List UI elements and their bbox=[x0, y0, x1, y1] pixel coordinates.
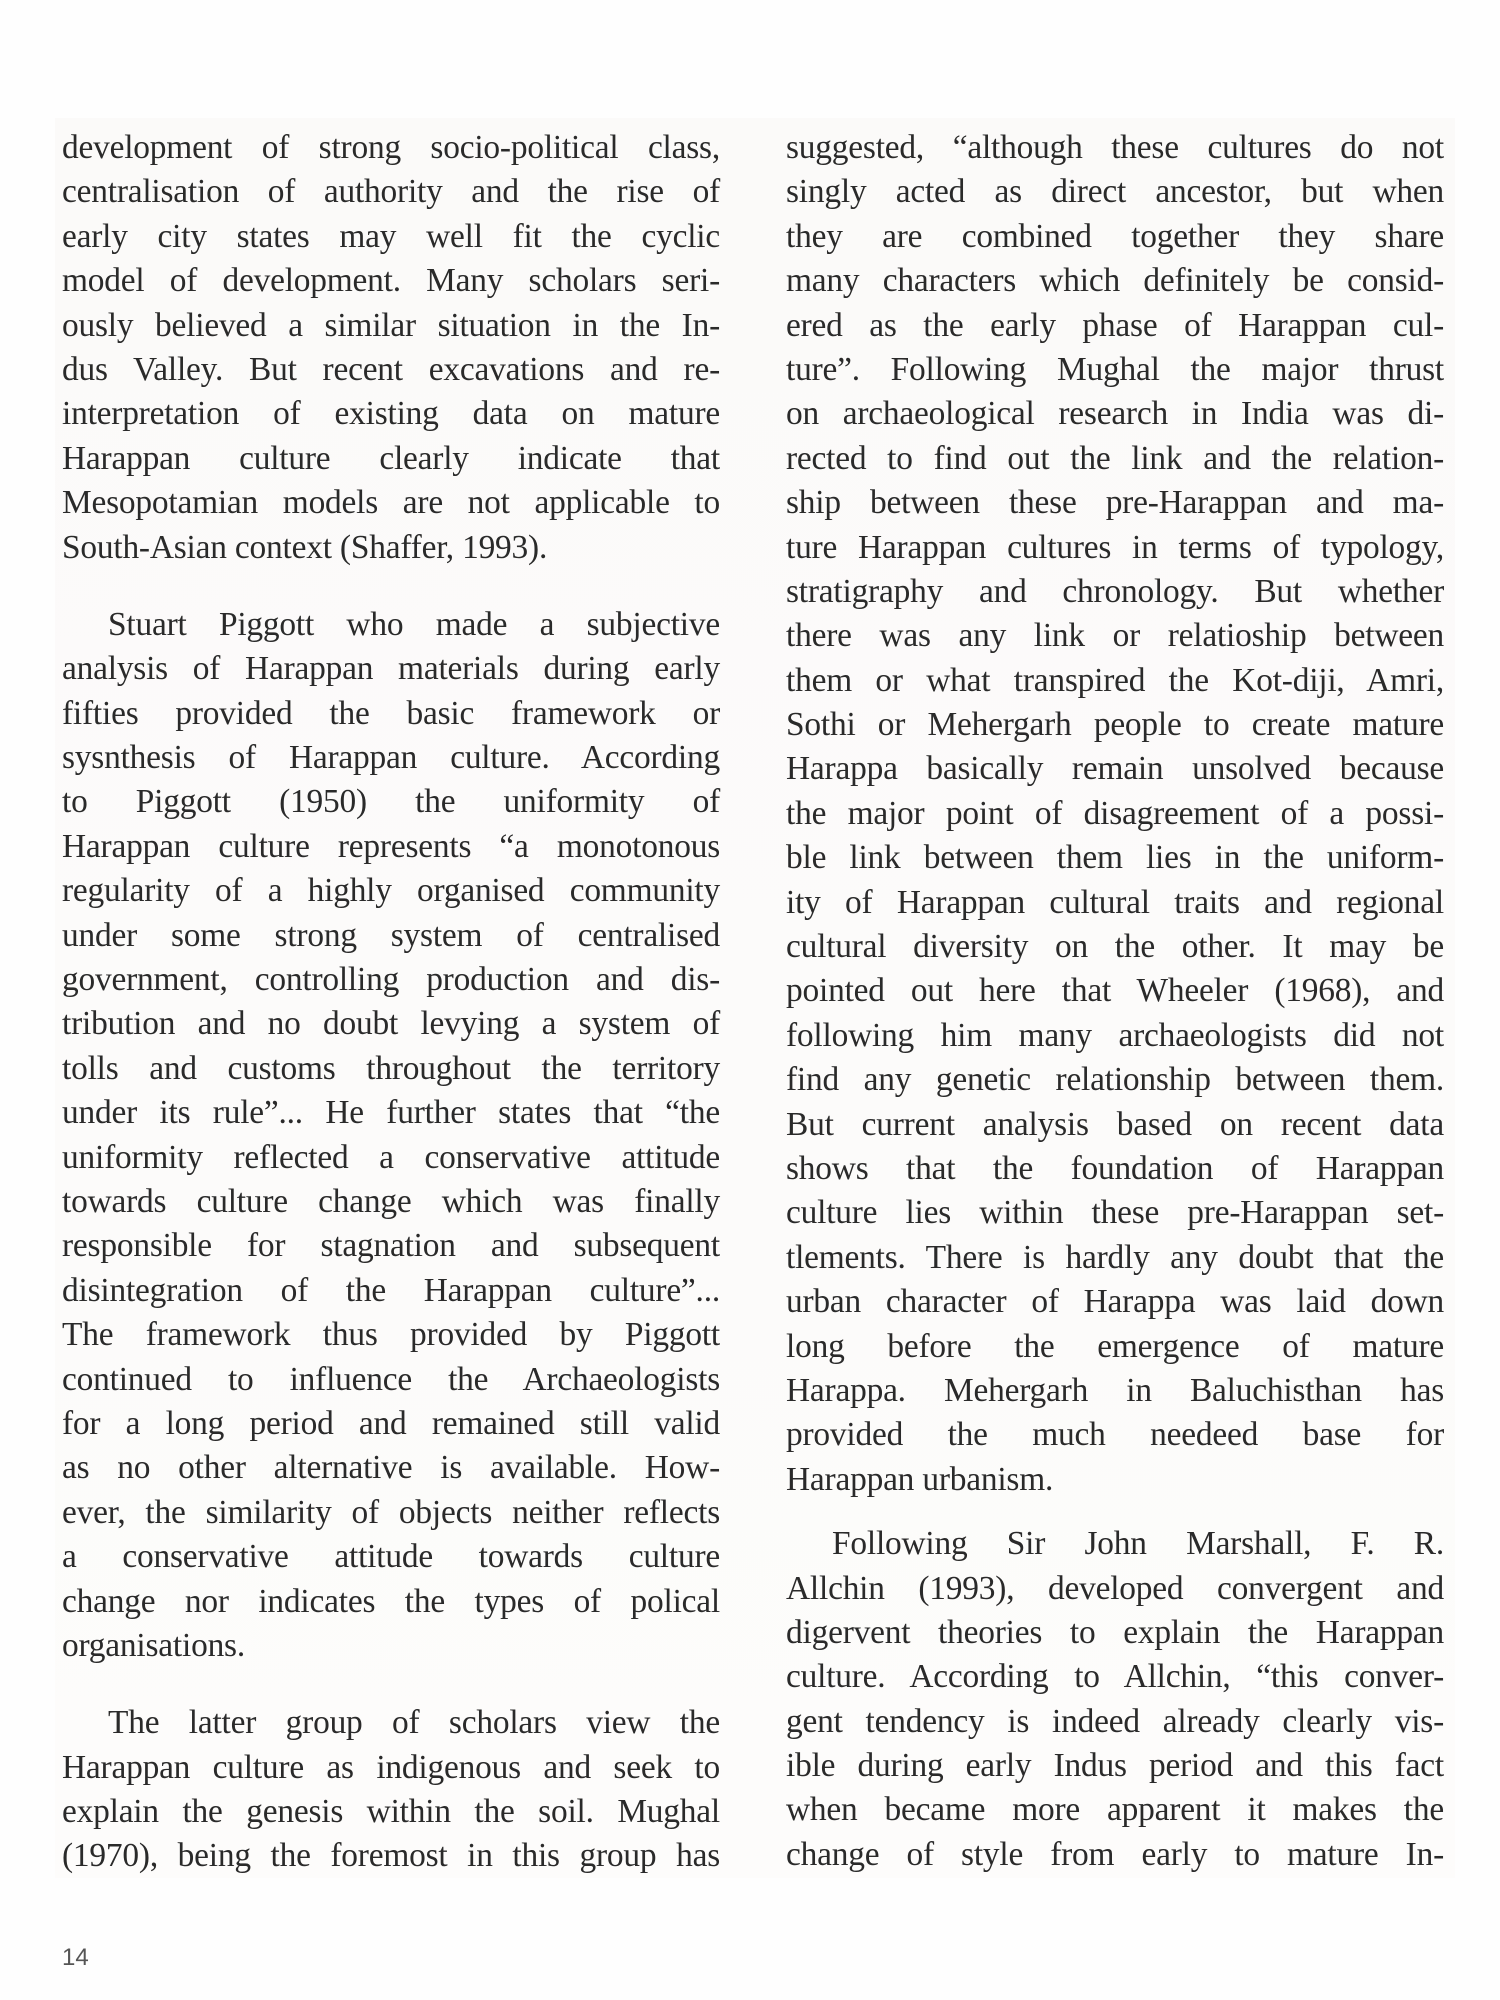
left-text-column bbox=[62, 126, 720, 1879]
text-line: government, controlling production and dis- bbox=[62, 961, 720, 999]
text-line: ship between these pre-Harappan and ma- bbox=[786, 484, 1444, 522]
text-line: Harappan culture as indigenous and seek to bbox=[62, 1748, 720, 1786]
text-line: organisations. bbox=[62, 1626, 246, 1664]
text-line: provided the much needeed base for bbox=[786, 1416, 1444, 1454]
text-line: pointed out here that Wheeler (1968), and bbox=[786, 972, 1444, 1010]
text-line: find any genetic relationship between them. bbox=[786, 1061, 1444, 1099]
text-line: Harappa basically remain unsolved because bbox=[786, 750, 1444, 788]
text-line: uniformity reflected a conservative attitude bbox=[62, 1138, 720, 1176]
text-line: Sothi or Mehergarh people to create mature bbox=[786, 706, 1444, 744]
text-line: cultural diversity on the other. It may be bbox=[786, 928, 1444, 966]
text-line: Harappan culture represents “a monotonous bbox=[62, 827, 720, 865]
text-line: fifties provided the basic framework or bbox=[62, 694, 720, 732]
text-line: responsible for stagnation and subsequent bbox=[62, 1227, 720, 1265]
paragraph-spacer bbox=[786, 1502, 1444, 1522]
text-line: gent tendency is indeed already clearly vis- bbox=[786, 1702, 1444, 1740]
text-line: regularity of a highly organised community bbox=[62, 872, 720, 910]
page-number: 14 bbox=[62, 1944, 89, 1971]
text-line: change of style from early to mature In- bbox=[786, 1835, 1444, 1873]
text-line: when became more apparent it makes the bbox=[786, 1791, 1444, 1829]
text-line: ity of Harappan cultural traits and regional bbox=[786, 883, 1444, 921]
text-line: to Piggott (1950) the uniformity of bbox=[62, 783, 720, 821]
text-line: shows that the foundation of Harappan bbox=[786, 1149, 1444, 1187]
text-line: on archaeological research in India was di- bbox=[786, 395, 1444, 433]
text-line: Following Sir John Marshall, F. R. bbox=[832, 1525, 1444, 1563]
text-line: South-Asian context (Shaffer, 1993). bbox=[62, 528, 548, 566]
text-line: many characters which definitely be consid- bbox=[786, 262, 1444, 300]
text-line: centralisation of authority and the rise of bbox=[62, 173, 720, 211]
text-line: culture lies within these pre-Harappan set- bbox=[786, 1194, 1444, 1232]
paragraph-spacer bbox=[62, 570, 720, 603]
text-line: tolls and customs throughout the territory bbox=[62, 1049, 720, 1087]
text-line: they are combined together they share bbox=[786, 217, 1444, 255]
text-line: under some strong system of centralised bbox=[62, 916, 720, 954]
text-line: under its rule”... He further states that “the bbox=[62, 1094, 720, 1132]
text-line: ered as the early phase of Harappan cul- bbox=[786, 306, 1444, 344]
paragraph-spacer bbox=[62, 1668, 720, 1701]
text-line: Mesopotamian models are not applicable to bbox=[62, 484, 720, 522]
right-text-column bbox=[786, 126, 1444, 1877]
text-line: dus Valley. But recent excavations and re- bbox=[62, 350, 720, 388]
text-line: suggested, “although these cultures do not bbox=[786, 129, 1444, 166]
paragraph-mughal-continuation bbox=[786, 126, 1444, 1502]
text-line: for a long period and remained still valid bbox=[62, 1404, 720, 1442]
text-line: Allchin (1993), developed convergent and bbox=[786, 1569, 1444, 1607]
text-line: digervent theories to explain the Harappan bbox=[786, 1613, 1444, 1651]
text-line: ously believed a similar situation in the In- bbox=[62, 306, 720, 344]
text-line: interpretation of existing data on mature bbox=[62, 395, 720, 433]
text-line: the major point of disagreement of a possi- bbox=[786, 794, 1444, 832]
text-line: tribution and no doubt levying a system of bbox=[62, 1005, 720, 1043]
text-line: continued to influence the Archaeologists bbox=[62, 1360, 720, 1398]
paragraph-allchin bbox=[786, 1522, 1444, 1877]
text-line: early city states may well fit the cyclic bbox=[62, 217, 720, 255]
text-line: ble link between them lies in the uniform- bbox=[786, 839, 1444, 877]
text-line: urban character of Harappa was laid down bbox=[786, 1283, 1444, 1321]
text-line: Harappa. Mehergarh in Baluchisthan has bbox=[786, 1371, 1444, 1409]
text-line: explain the genesis within the soil. Mughal bbox=[62, 1793, 720, 1831]
paragraph-indigenous-view bbox=[62, 1701, 720, 1879]
text-line: Harappan urbanism. bbox=[786, 1460, 1054, 1498]
text-line: a conservative attitude towards culture bbox=[62, 1538, 720, 1576]
text-line: development of strong socio-political class, bbox=[62, 129, 720, 166]
text-line: Stuart Piggott who made a subjective bbox=[108, 605, 720, 643]
text-line: sysnthesis of Harappan culture. According bbox=[62, 739, 720, 777]
text-line: But current analysis based on recent data bbox=[786, 1105, 1444, 1143]
text-line: rected to find out the link and the relation- bbox=[786, 439, 1444, 477]
text-line: Harappan culture clearly indicate that bbox=[62, 439, 720, 477]
text-line: The latter group of scholars view the bbox=[108, 1704, 720, 1742]
text-line: there was any link or relatioship between bbox=[786, 617, 1444, 655]
text-line: (1970), being the foremost in this group has bbox=[62, 1837, 720, 1875]
text-line: ible during early Indus period and this fact bbox=[786, 1747, 1444, 1785]
text-line: as no other alternative is available. How- bbox=[62, 1449, 720, 1487]
text-line: analysis of Harappan materials during early bbox=[62, 650, 720, 688]
text-line: ture”. Following Mughal the major thrust bbox=[786, 350, 1444, 388]
text-line: them or what transpired the Kot-diji, Amri, bbox=[786, 661, 1444, 699]
paragraph-cyclic-model bbox=[62, 126, 720, 570]
text-line: long before the emergence of mature bbox=[786, 1327, 1444, 1365]
text-line: stratigraphy and chronology. But whether bbox=[786, 572, 1444, 610]
text-line: tlements. There is hardly any doubt that the bbox=[786, 1238, 1444, 1276]
text-line: singly acted as direct ancestor, but when bbox=[786, 173, 1444, 211]
text-line: model of development. Many scholars seri- bbox=[62, 262, 720, 300]
paragraph-piggott bbox=[62, 603, 720, 1668]
text-line: disintegration of the Harappan culture”... bbox=[62, 1271, 720, 1309]
text-line: change nor indicates the types of polical bbox=[62, 1582, 720, 1620]
text-line: The framework thus provided by Piggott bbox=[62, 1316, 720, 1354]
text-line: towards culture change which was finally bbox=[62, 1182, 720, 1220]
text-line: ever, the similarity of objects neither reflects bbox=[62, 1493, 720, 1531]
text-line: culture. According to Allchin, “this conver- bbox=[786, 1658, 1444, 1696]
text-line: following him many archaeologists did not bbox=[786, 1016, 1444, 1054]
text-line: ture Harappan cultures in terms of typology, bbox=[786, 528, 1444, 566]
